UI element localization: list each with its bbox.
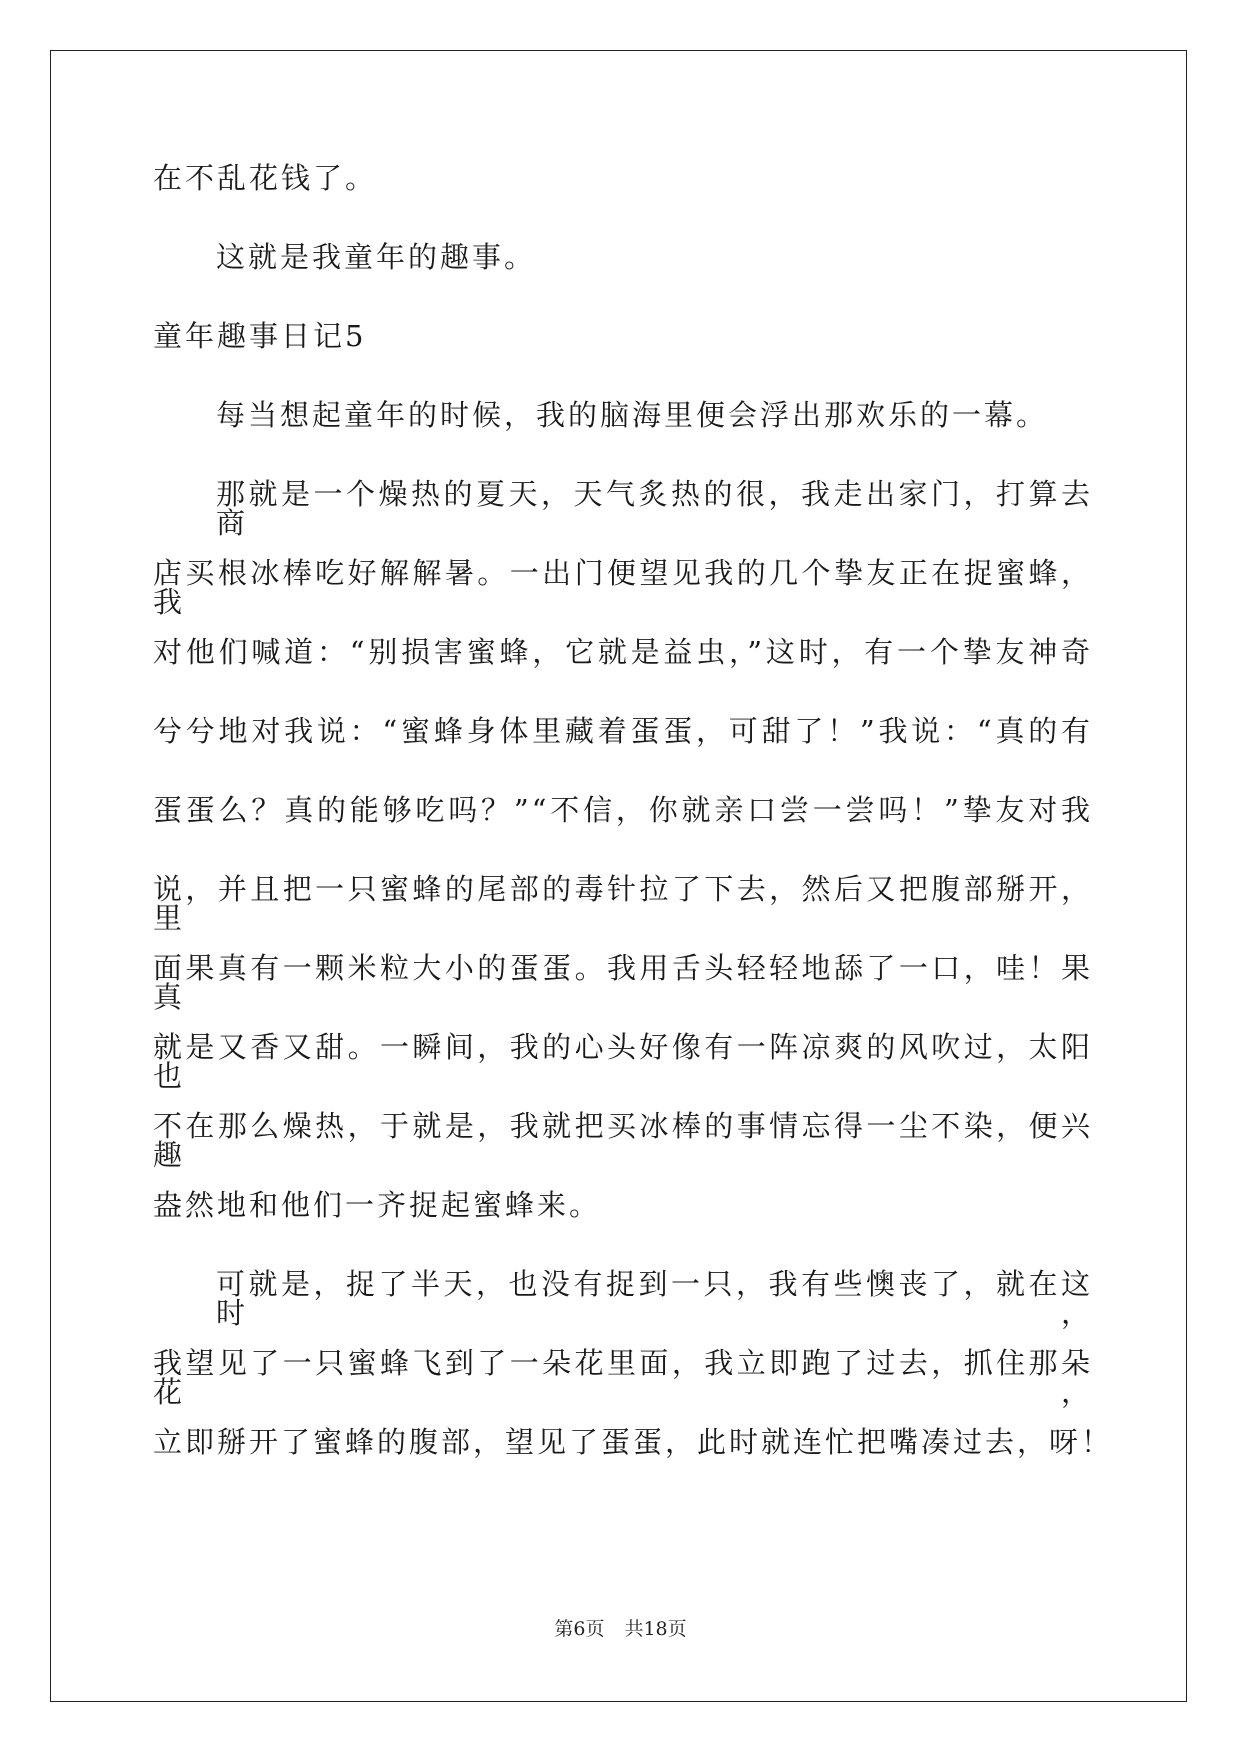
paragraph-line: 可就是，捉了半天，也没有捉到一只，我有些懊丧了，就在这时，	[216, 1267, 1093, 1330]
text-line: 面果真有一颗米粒大小的蛋蛋。我用舌头轻轻地舔了一口，哇！果真	[153, 951, 1093, 1014]
page-footer	[0, 1614, 1241, 1641]
text-line: 盎然地和他们一齐捉起蜜蜂来。	[153, 1188, 602, 1222]
text-line: 就是又香又甜。一瞬间，我的心头好像有一阵凉爽的风吹过，太阳也	[153, 1030, 1093, 1093]
page-number-total: 共18页	[624, 1618, 687, 1640]
document-body	[153, 161, 1114, 1507]
text-line: 说，并且把一只蜜蜂的尾部的毒针拉了下去，然后又把腹部掰开，里	[153, 872, 1093, 935]
text-line: 兮兮地对我说：“蜜蜂身体里藏着蛋蛋，可甜了！”我说：“真的有	[153, 714, 1093, 748]
paragraph-line: 每当想起童年的时候，我的脑海里便会浮出那欢乐的一幕。	[216, 398, 1049, 432]
page-number-current: 第6页	[554, 1618, 605, 1640]
paragraph-line: 这就是我童年的趣事。	[216, 240, 537, 274]
text-line: 蛋蛋么？真的能够吃吗？”“不信，你就亲口尝一尝吗！”挚友对我	[153, 793, 1093, 827]
text-line: 立即掰开了蜜蜂的腹部，望见了蛋蛋，此时就连忙把嘴凑过去，呀！	[153, 1425, 1114, 1459]
paragraph-line: 那就是一个燥热的夏天，天气炙热的很，我走出家门，打算去商	[216, 477, 1093, 540]
text-line: 店买根冰棒吃好解解暑。一出门便望见我的几个挚友正在捉蜜蜂，我	[153, 556, 1093, 619]
text-line: 我望见了一只蜜蜂飞到了一朵花里面，我立即跑了过去，抓住那朵花，	[153, 1346, 1093, 1409]
text-line: 不在那么燥热，于就是，我就把买冰棒的事情忘得一尘不染，便兴趣	[153, 1109, 1093, 1172]
text-line: 对他们喊道：“别损害蜜蜂，它就是益虫，”这时，有一个挚友神奇	[153, 635, 1093, 669]
text-line: 在不乱花钱了。	[153, 161, 378, 195]
section-heading: 童年趣事日记5	[153, 319, 367, 353]
